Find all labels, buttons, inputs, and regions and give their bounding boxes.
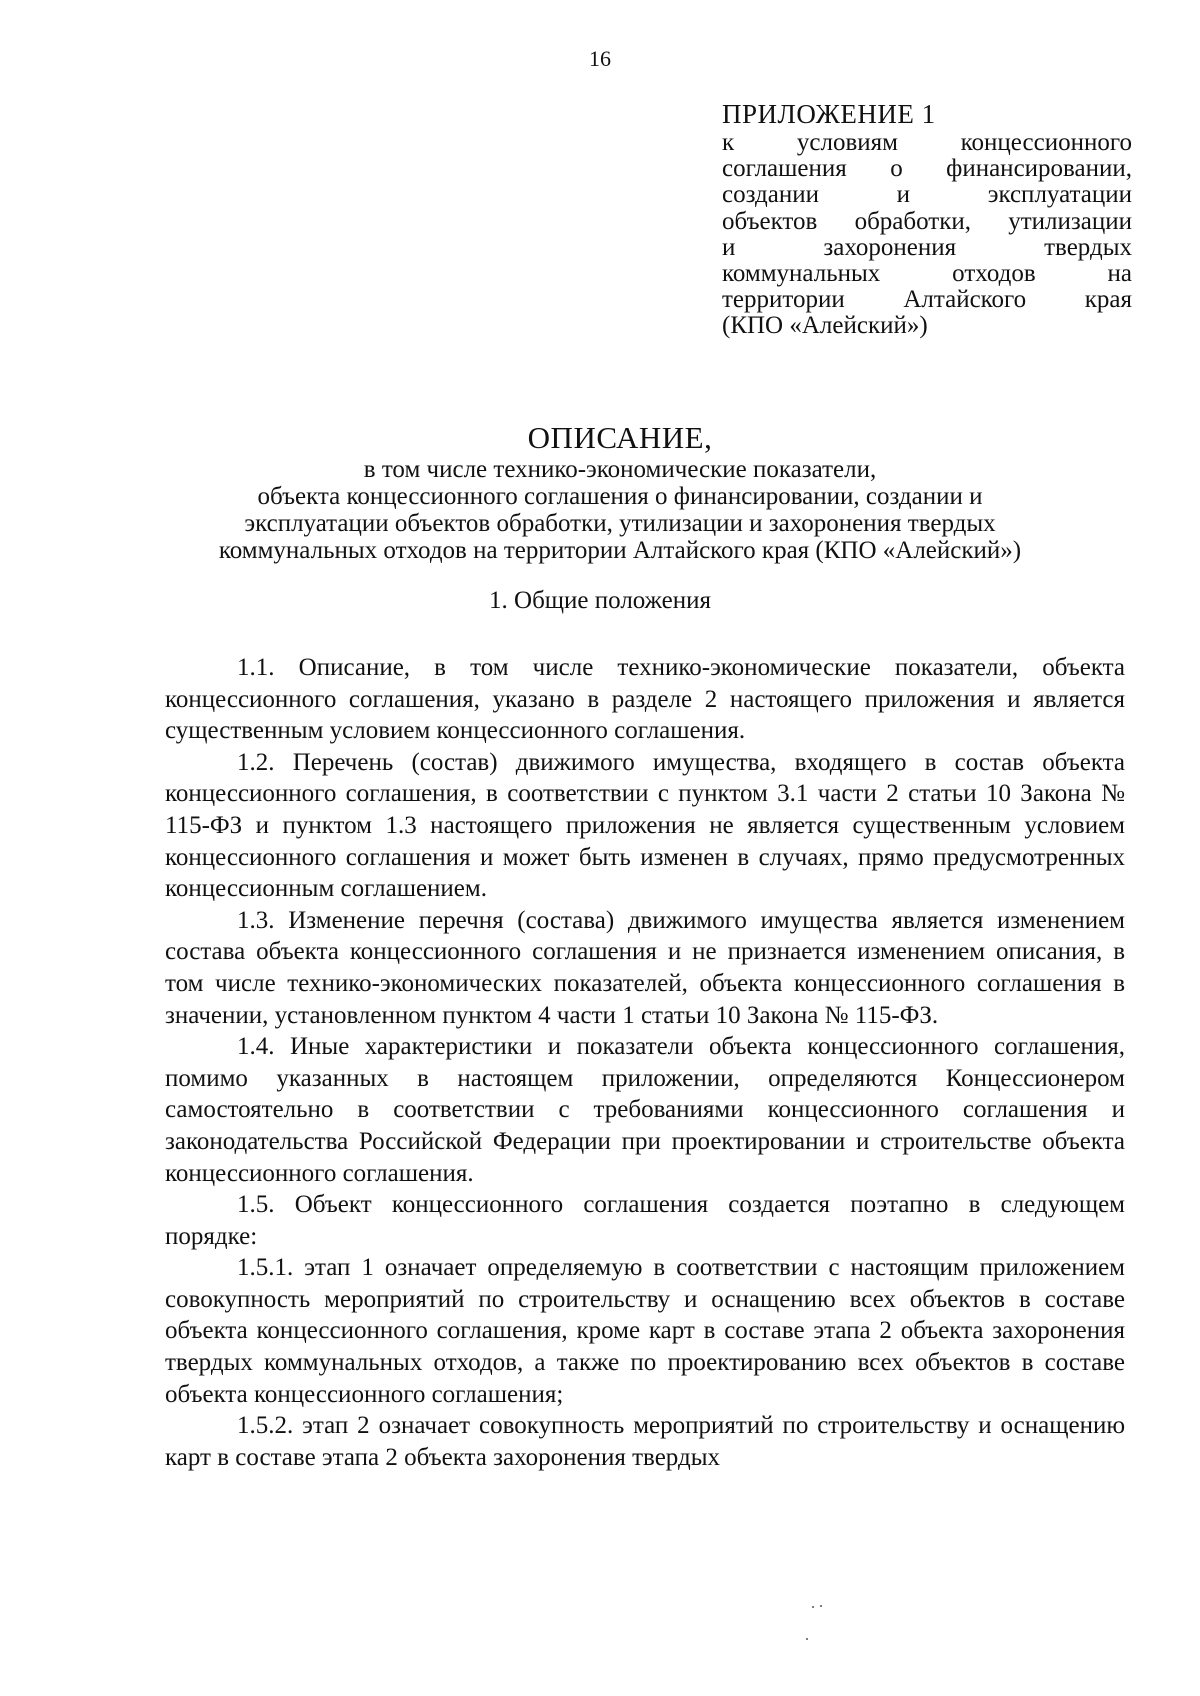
paragraph-number: 1.3. — [237, 906, 275, 934]
annex-line: территории Алтайского края — [722, 286, 1132, 314]
annex-line: и захоронения твердых — [722, 233, 1132, 261]
paragraph-text: этап 1 означает определяемую в соответствии с настоящим приложением совокупность мероприятий по строительству и оснащению всех объектов в составе объекта концессионного соглашения, кроме карт в составе этапа 2 объекта захоронения твердых коммунальных отходов, а также по проектированию всех объектов в составе объекта концессионного соглашения; — [165, 1254, 1125, 1408]
page-number: 16 — [589, 46, 611, 71]
heading-line: эксплуатации объектов обработки, утилизации и захоронения твердых — [244, 510, 996, 537]
paragraph-text: Описание, в том числе технико-экономические показатели, объекта концессионного соглашения, указано в разделе 2 настоящего приложения и является существенным условием концессионного соглашения. — [165, 654, 1126, 745]
paragraph-number: 1.5. — [237, 1191, 275, 1219]
paragraph-text: Изменение перечня (состава) движимого имущества является изменением состава объекта концессионного соглашения и не признается изменением описания, в том числе технико-экономических показателей, объекта концессионного соглашения в значении, установленном пунктом 4 части 1 статьи 10 Закона № 115-ФЗ. — [165, 906, 1125, 1029]
paragraph-text: Перечень (состав) движимого имущества, входящего в состав объекта концессионного соглашения, в соответствии с пунктом 3.1 части 2 статьи 10 Закона № 115-ФЗ и пунктом 1.3 настоящего приложения не является существенным условием концессионного соглашения и может быть изменен в случаях, прямо предусмотренных концессионным соглашением. — [165, 748, 1126, 903]
annex-line: (КПО «Алейский») — [722, 312, 928, 340]
paragraph-number: 1.5.2. — [237, 1412, 294, 1440]
paragraph-text: Иные характеристики и показатели объекта концессионного соглашения, помимо указанных в настоящем приложении, определяются Концессионером самостоятельно в соответствии с требованиями концессионного соглашения и законодательства Российской Федерации при проектировании и строительстве объекта концессионного соглашения. — [165, 1033, 1125, 1187]
annex-header — [722, 98, 1132, 340]
heading-line: в том числе технико-экономические показатели, — [363, 456, 877, 483]
heading-line: коммунальных отходов на территории Алтайского края (КПО «Алейский») — [218, 537, 1022, 564]
annex-line: объектов обработки, утилизации — [722, 207, 1132, 235]
paragraph — [165, 1031, 1125, 1189]
heading-title: ОПИСАНИЕ, — [527, 420, 713, 455]
section-title: 1. Общие положения — [489, 587, 711, 614]
scan-speck — [820, 1605, 822, 1607]
paragraph — [165, 747, 1125, 905]
paragraph-text: этап 2 означает совокупность мероприятий по строительству и оснащению карт в составе этапа 2 объекта захоронения твердых — [165, 1412, 1126, 1471]
paragraph — [165, 1252, 1125, 1410]
annex-line: создании и эксплуатации — [722, 181, 1132, 209]
annex-line: соглашения о финансировании, — [722, 155, 1132, 183]
annex-title: ПРИЛОЖЕНИЕ 1 — [722, 99, 936, 129]
paragraph-number: 1.4. — [237, 1033, 275, 1061]
body-text — [165, 652, 1125, 1473]
paragraph-number: 1.5.1. — [237, 1254, 294, 1282]
scan-speck — [806, 1638, 808, 1640]
paragraph — [165, 652, 1125, 747]
paragraph-number: 1.1. — [237, 654, 275, 681]
paragraph-text: Объект концессионного соглашения создается поэтапно в следующем порядке: — [165, 1191, 1126, 1250]
annex-line: коммунальных отходов на — [722, 260, 1132, 288]
heading-line: объекта концессионного соглашения о финансировании, создании и — [257, 483, 983, 510]
paragraph-number: 1.2. — [237, 748, 275, 776]
paragraph — [165, 1189, 1125, 1252]
paragraph — [165, 1410, 1125, 1473]
annex-line: к условиям концессионного — [722, 129, 1132, 156]
scan-speck — [812, 1606, 814, 1608]
paragraph — [165, 905, 1125, 1031]
document-heading — [150, 420, 1090, 564]
